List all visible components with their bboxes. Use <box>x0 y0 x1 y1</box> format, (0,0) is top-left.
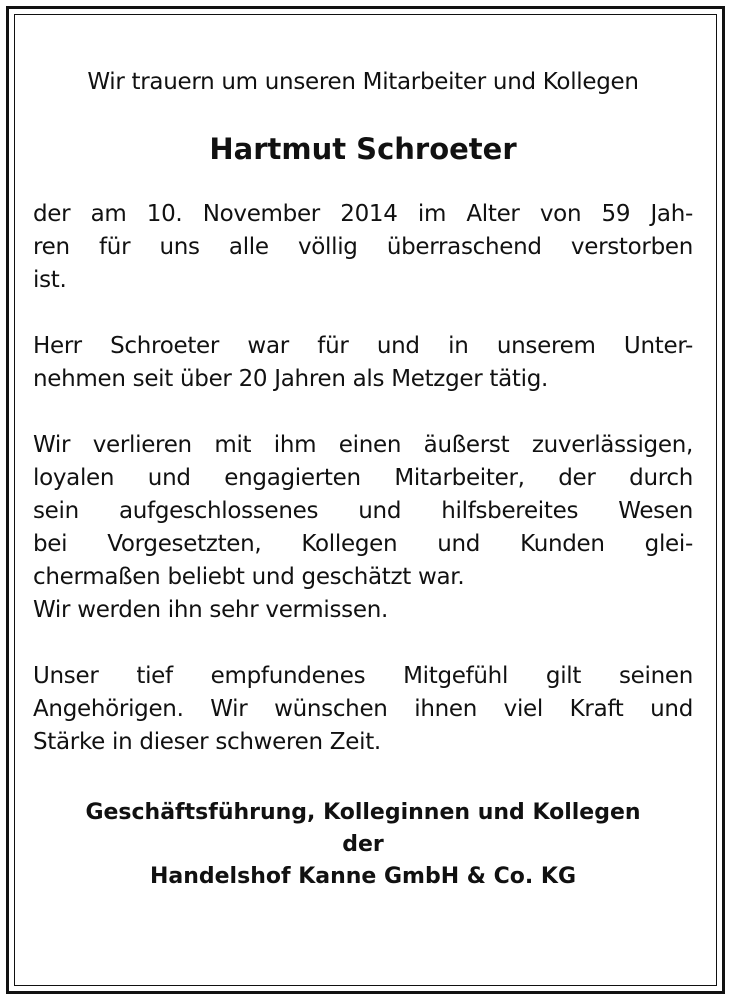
paragraph-line: nehmen seit über 20 Jahren als Metzger tätig. <box>33 366 549 392</box>
paragraph-line: Herr Schroeter war für und in unserem Unter- <box>33 333 693 359</box>
paragraph-line: loyalen und engagierten Mitarbeiter, der durch <box>33 465 693 491</box>
paragraph-line: Stärke in dieser schweren Zeit. <box>33 729 381 755</box>
paragraph-line: Wir verlieren mit ihm einen äußerst zuverlässigen, <box>33 432 693 458</box>
intro-line: Wir trauern um unseren Mitarbeiter und Kollegen <box>87 69 639 95</box>
signature-line: Geschäftsführung, Kolleginnen und Kollegen <box>85 800 641 825</box>
paragraph-line: ren für uns alle völlig überraschend verstorben <box>33 234 693 260</box>
paragraph-line: der am 10. November 2014 im Alter von 59 Jah- <box>33 201 693 227</box>
paragraph-line: Angehörigen. Wir wünschen ihnen viel Kraft und <box>33 696 693 722</box>
paragraph-line: chermaßen beliebt und geschätzt war. <box>33 564 465 590</box>
paragraph-employment <box>33 330 693 396</box>
paragraph-line: bei Vorgesetzten, Kollegen und Kunden glei- <box>33 531 693 557</box>
paragraph-condolences <box>33 660 693 759</box>
deceased-name: Hartmut Schroeter <box>209 132 517 166</box>
paragraph-line: ist. <box>33 267 67 293</box>
signature-block <box>33 797 693 893</box>
paragraph-line: Wir werden ihn sehr vermissen. <box>33 597 388 623</box>
obituary-notice <box>33 66 693 893</box>
company-name: Handelshof Kanne GmbH & Co. KG <box>149 864 577 889</box>
paragraph-line: sein aufgeschlossenes und hilfsbereites Wesen <box>33 498 693 524</box>
paragraph-line: Unser tief empfundenes Mitgefühl gilt seinen <box>33 663 693 689</box>
signature-line: der <box>342 832 384 857</box>
paragraph-death-notice <box>33 198 693 297</box>
paragraph-tribute <box>33 429 693 627</box>
